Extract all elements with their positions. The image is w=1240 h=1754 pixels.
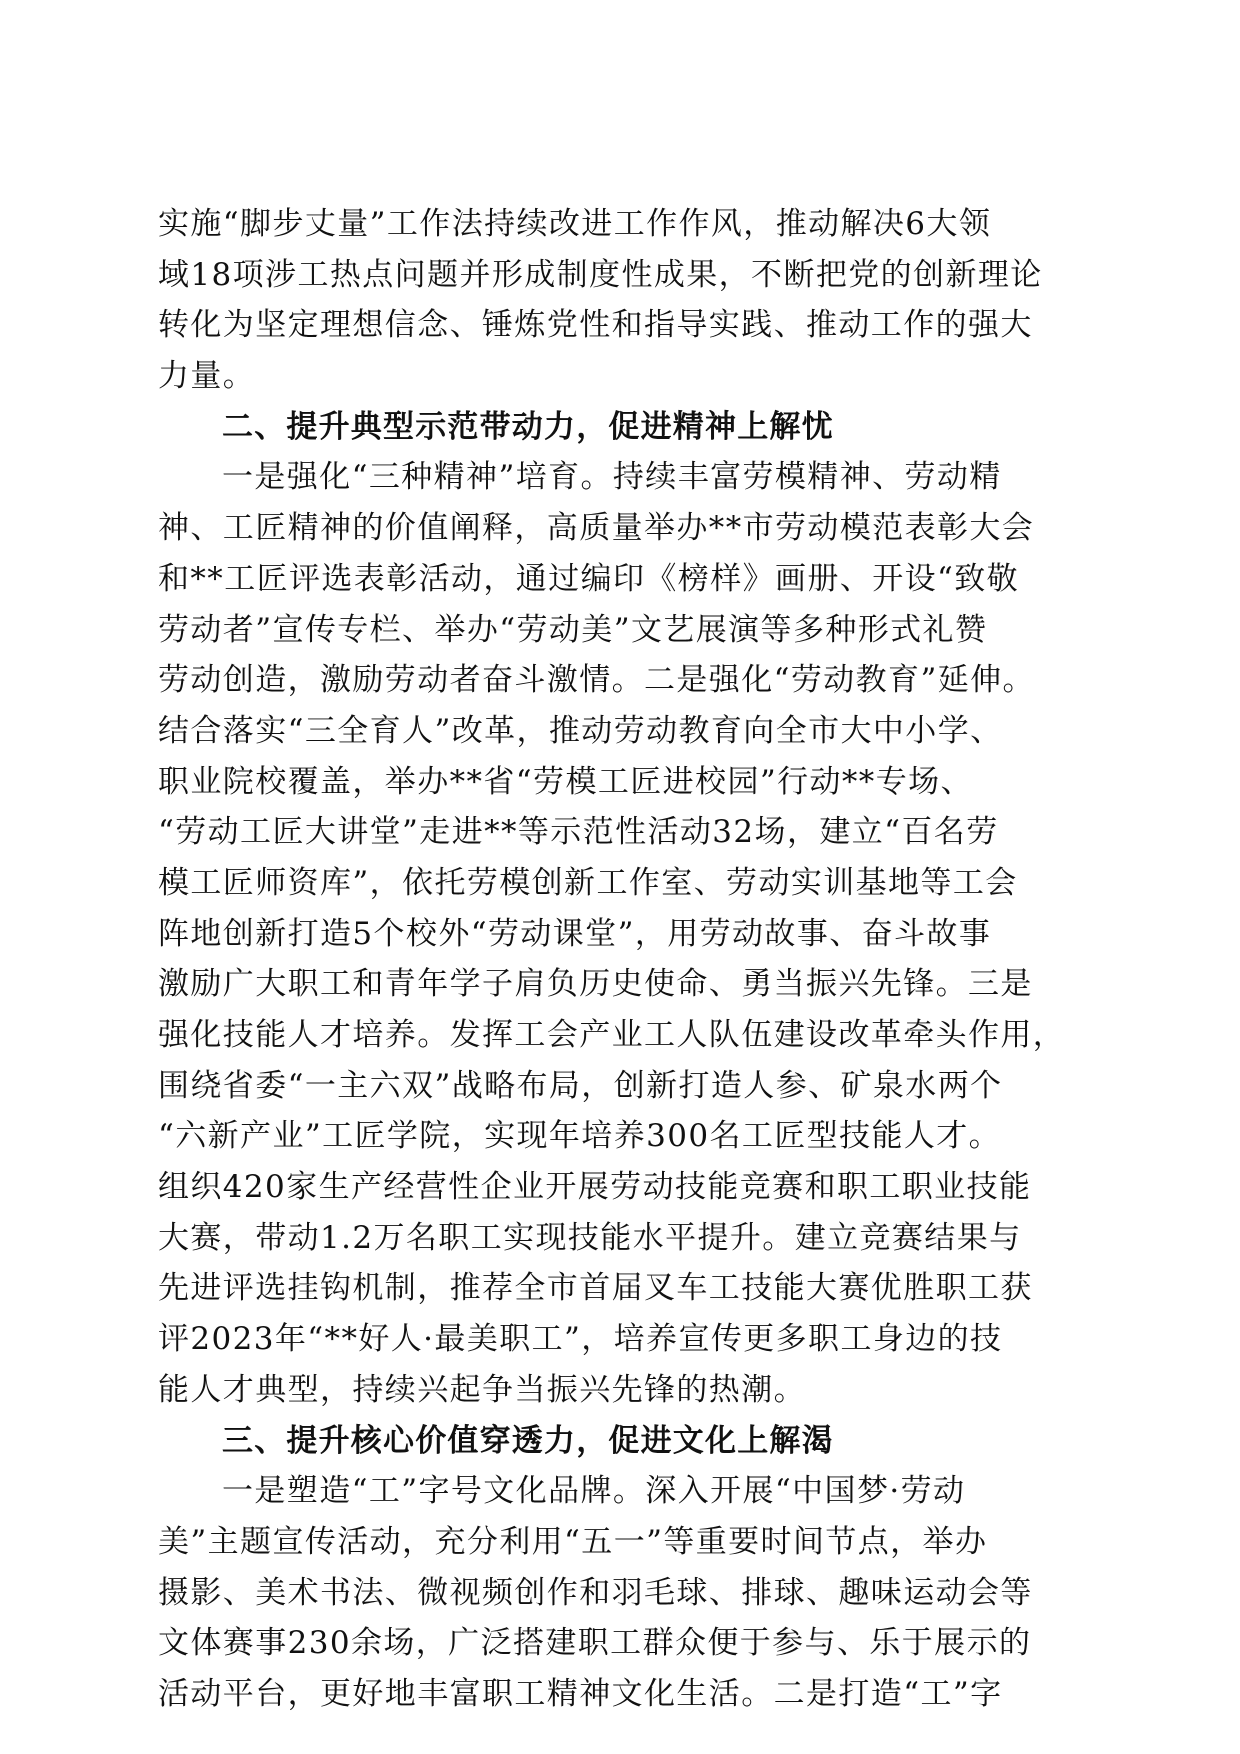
paragraph-1-line: 域18项涉工热点问题并形成制度性成果，不断把党的创新理论 [158,256,1043,293]
paragraph-2-line: 结合落实“三全育人”改革，推动劳动教育向全市大中小学、 [158,712,1003,749]
paragraph-2-line: 能人才典型，持续兴起争当振兴先锋的热潮。 [158,1371,806,1408]
paragraph-2-line: 职业院校覆盖，举办**省“劳模工匠进校园”行动**专场、 [158,763,973,800]
paragraph-1-line: 力量。 [158,358,256,395]
paragraph-2-line: “劳动工匠大讲堂”走进**等示范性活动32场，建立“百名劳 [158,814,999,851]
paragraph-2-line: 激励广大职工和青年学子肩负历史使命、勇当振兴先锋。三是 [158,966,1033,1003]
paragraph-2-line: 神、工匠精神的价值阐释，高质量举办**市劳动模范表彰大会 [158,510,1035,547]
paragraph-2-line: “六新产业”工匠学院，实现年培养300名工匠型技能人才。 [158,1118,1002,1155]
paragraph-3-line: 美”主题宣传活动，充分利用“五一”等重要时间节点，举办 [158,1523,988,1560]
paragraph-2-line: 模工匠师资库”，依托劳模创新工作室、劳动实训基地等工会 [158,864,1018,901]
paragraph-2-line: 强化技能人才培养。发挥工会产业工人队伍建设改革牵头作用， [158,1017,1066,1053]
paragraph-1-line: 转化为坚定理想信念、锤炼党性和指导实践、推动工作的强大 [158,307,1033,344]
paragraph-1-line: 实施“脚步丈量”工作法持续改进工作作风，推动解决6大领 [158,206,992,242]
paragraph-2-line: 大赛，带动1.2万名职工实现技能水平提升。建立竞赛结果与 [158,1219,1022,1256]
paragraph-3-line: 一是塑造“工”字号文化品牌。深入开展“中国梦·劳动 [222,1473,966,1510]
paragraph-2-line: 评2023年“**好人·最美职工”，培养宣传更多职工身边的技 [158,1321,1003,1358]
paragraph-2-line: 劳动者”宣传专栏、举办“劳动美”文艺展演等多种形式礼赞 [158,611,988,648]
paragraph-2-line: 劳动创造，激励劳动者奋斗激情。二是强化“劳动教育”延伸。 [158,662,1035,699]
paragraph-3-line: 文体赛事230余场，广泛搭建职工群众便于参与、乐于展示的 [158,1625,1032,1662]
paragraph-2-line: 先进评选挂钩机制，推荐全市首届叉车工技能大赛优胜职工获 [158,1270,1033,1307]
paragraph-2-line: 阵地创新打造5个校外“劳动课堂”，用劳动故事、奋斗故事 [158,915,992,952]
section-heading-2: 二、提升典型示范带动力，促进精神上解忧 [222,408,834,445]
paragraph-2-line: 一是强化“三种精神”培育。持续丰富劳模精神、劳动精 [222,459,1002,496]
paragraph-2-line: 和**工匠评选表彰活动，通过编印《榜样》画册、开设“致敬 [158,560,1020,597]
document-body [158,199,1088,1720]
paragraph-3-line: 活动平台，更好地丰富职工精神文化生活。二是打造“工”字 [158,1675,1003,1712]
paragraph-3-line: 摄影、美术书法、微视频创作和羽毛球、排球、趣味运动会等 [158,1574,1033,1611]
section-heading-3: 三、提升核心价值穿透力，促进文化上解渴 [222,1422,834,1459]
paragraph-2-line: 围绕省委“一主六双”战略布局，创新打造人参、矿泉水两个 [158,1067,1003,1104]
paragraph-2-line: 组织420家生产经营性企业开展劳动技能竞赛和职工职业技能 [158,1169,1032,1206]
